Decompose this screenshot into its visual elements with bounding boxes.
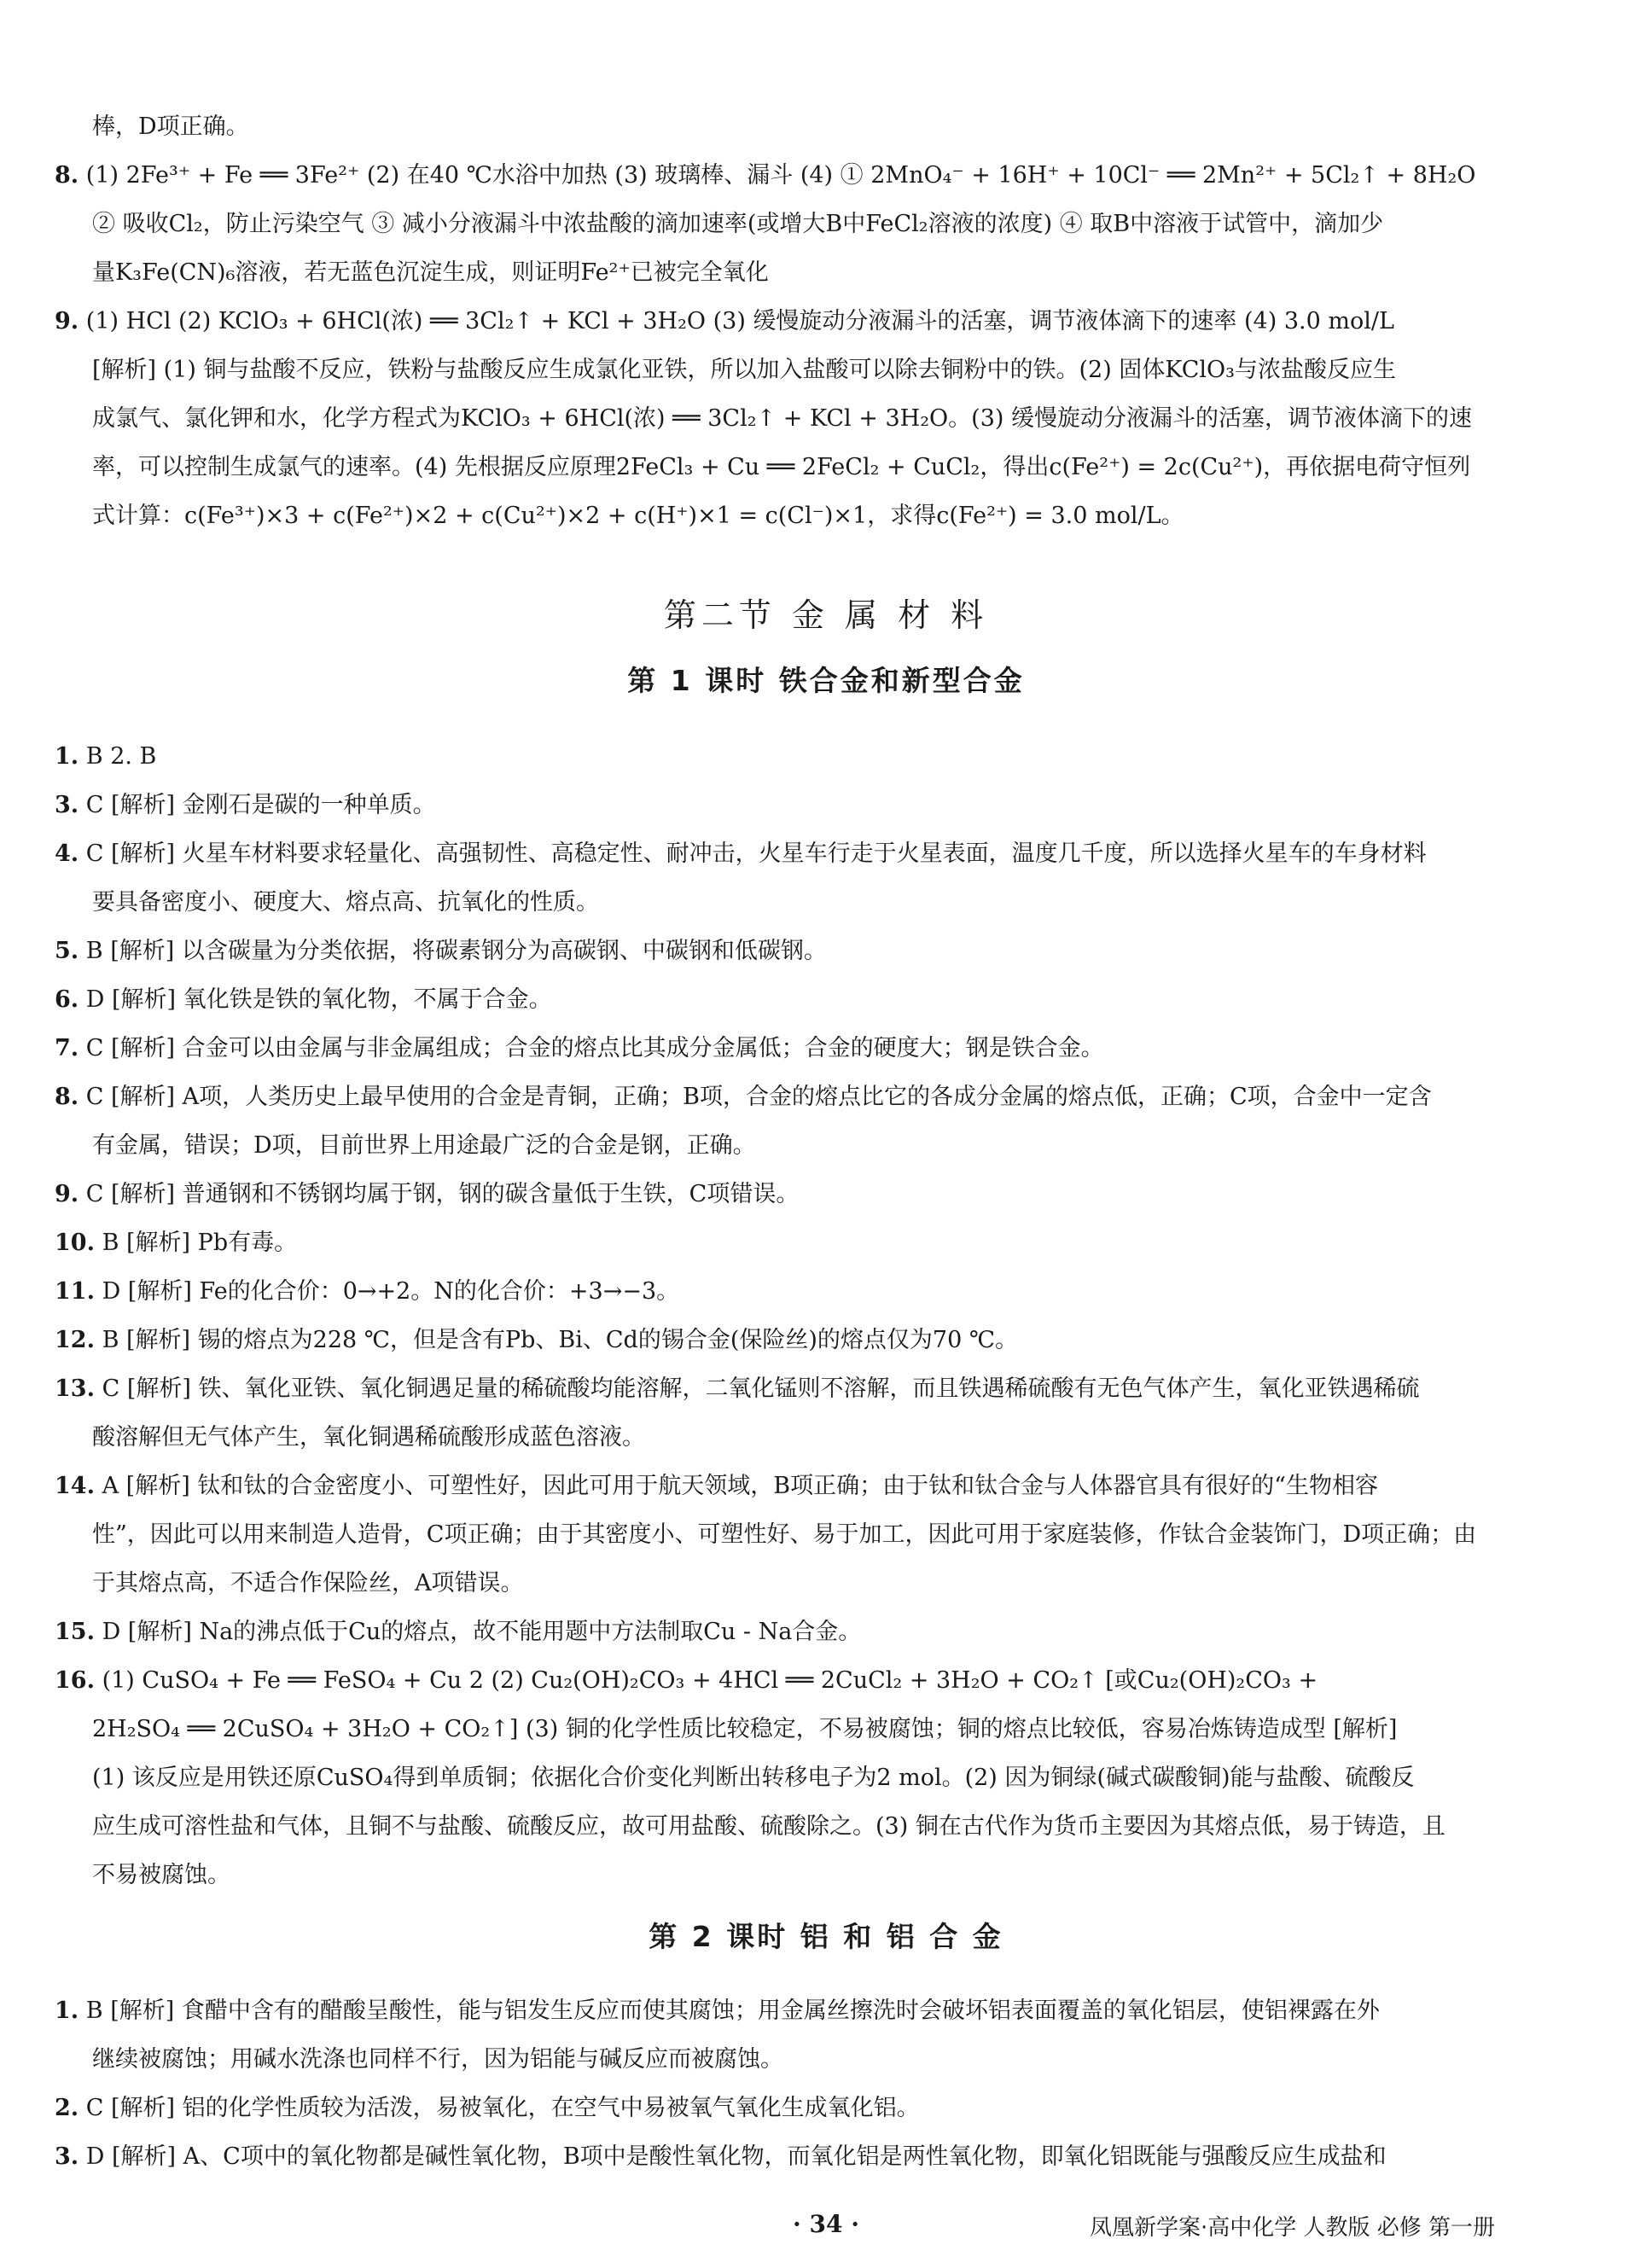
- question-number: 12.: [55, 1327, 95, 1353]
- answer-text: 成氯气、氯化钾和水，化学方程式为KClO₃ + 6HCl(浓) ══ 3Cl₂↑ + KCl + 3H₂O。(3) 缓慢旋动分液漏斗的活塞，调节液体滴下的速: [92, 405, 1472, 432]
- answer-line: [55, 1851, 1480, 1899]
- answer-line: [55, 1073, 1480, 1121]
- answer-text: 应生成可溶性盐和气体，且铜不与盐酸、硫酸反应，故可用盐酸、硫酸除之。(3) 铜在古代作为货币主要因为其熔点低，易于铸造，且: [92, 1813, 1446, 1840]
- answer-text: (1) 该反应是用铁还原CuSO₄得到单质铜；依据化合价变化判断出转移电子为2 mol。(2) 因为铜绿(碱式碳酸铜)能与盐酸、硫酸反: [92, 1765, 1415, 1791]
- answer-line: [55, 1364, 1480, 1413]
- book-info: 凤凰新学案·高中化学 人教版 必修 第一册: [1089, 2215, 1495, 2241]
- answer-line: [55, 1986, 1480, 2035]
- answer-line: [55, 394, 1480, 443]
- question-number: 3.: [55, 2143, 79, 2170]
- answer-line: [55, 102, 1480, 151]
- answer-line: [55, 151, 1480, 200]
- question-number: 8.: [55, 1084, 79, 1110]
- answer-text: D [解析] Na的沸点低于Cu的熔点，故不能用题中方法制取Cu - Na合金。: [102, 1619, 862, 1645]
- question-number: 16.: [55, 1667, 95, 1694]
- question-number: 3.: [55, 792, 79, 818]
- answer-text: B 2. B: [85, 743, 157, 770]
- answer-line: [55, 829, 1480, 878]
- question-number: 13.: [55, 1375, 95, 1402]
- answer-text: 棒，D项正确。: [92, 113, 249, 140]
- answer-text: ② 吸收Cl₂，防止污染空气 ③ 减小分液漏斗中浓盐酸的滴加速率(或增大B中FeCl₂溶液的浓度) ④ 取B中溶液于试管中，滴加少: [92, 211, 1384, 237]
- answer-text: 2H₂SO₄ ══ 2CuSO₄ + 3H₂O + CO₂↑] (3) 铜的化学性质比较稳定，不易被腐蚀；铜的熔点比较低，容易冶炼铸造成型 [解析]: [92, 1716, 1398, 1742]
- lesson-1-title: 第 1 课时 铁合金和新型合金: [627, 664, 1025, 697]
- answer-text: C [解析] 火星车材料要求轻量化、高强韧性、高稳定性、耐冲击，火星车行走于火星表面，温度几千度，所以选择火星车的车身材料: [85, 840, 1427, 867]
- answer-text: C [解析] 铝的化学性质较为活泼，易被氧化，在空气中易被氧气氧化生成氧化铝。: [85, 2095, 920, 2121]
- question-number: 4.: [55, 840, 79, 867]
- answer-line: [55, 732, 1480, 781]
- answer-text: D [解析] Fe的化合价：0→+2。N的化合价：+3→−3。: [102, 1278, 680, 1305]
- question-number: 14.: [55, 1473, 95, 1499]
- answer-line: [55, 1753, 1480, 1802]
- answer-line: [55, 491, 1480, 540]
- answer-line: [55, 248, 1480, 297]
- answer-line: [55, 878, 1480, 927]
- answer-text: B [解析] 以含碳量为分类依据，将碳素钢分为高碳钢、中碳钢和低碳钢。: [85, 938, 827, 964]
- answer-line: [55, 975, 1480, 1024]
- answer-line: [55, 781, 1480, 829]
- answer-text: D [解析] 氧化铁是铁的氧化物，不属于合金。: [85, 986, 552, 1013]
- answer-text: (1) 2Fe³⁺ + Fe ══ 3Fe²⁺ (2) 在40 ℃水浴中加热 (3) 玻璃棒、漏斗 (4) ① 2MnO₄⁻ + 16H⁺ + 10Cl⁻ ══ 2Mn²⁺ + 5Cl₂↑ + 8H₂O: [85, 162, 1476, 189]
- answer-text: 酸溶解但无气体产生，氧化铜遇稀硫酸形成蓝色溶液。: [92, 1424, 645, 1451]
- question-number: 15.: [55, 1619, 95, 1645]
- answer-line: [55, 1802, 1480, 1851]
- answer-line: [55, 1462, 1480, 1510]
- answer-line: [55, 297, 1480, 346]
- question-number: 5.: [55, 938, 79, 964]
- question-number: 1.: [55, 1998, 79, 2024]
- answer-text: B [解析] 食醋中含有的醋酸呈酸性，能与铝发生反应而使其腐蚀；用金属丝擦洗时会破坏铝表面覆盖的氧化铝层，使铝裸露在外: [85, 1998, 1380, 2024]
- answer-line: [55, 1267, 1480, 1316]
- answer-text: (1) CuSO₄ + Fe ══ FeSO₄ + Cu 2 (2) Cu₂(OH)₂CO₃ + 4HCl ══ 2CuCl₂ + 3H₂O + CO₂↑ [或Cu₂(OH)₂CO₃ +: [102, 1667, 1318, 1694]
- question-number: 10.: [55, 1230, 95, 1256]
- answer-line: [55, 1608, 1480, 1656]
- question-number: 6.: [55, 986, 79, 1013]
- question-number: 9.: [55, 1181, 79, 1207]
- answer-text: C [解析] 普通钢和不锈钢均属于钢，钢的碳含量低于生铁，C项错误。: [85, 1181, 800, 1207]
- answer-text: 量K₃Fe(CN)₆溶液，若无蓝色沉淀生成，则证明Fe²⁺已被完全氧化: [92, 259, 769, 286]
- answer-text: (1) HCl (2) KClO₃ + 6HCl(浓) ══ 3Cl₂↑ + KCl + 3H₂O (3) 缓慢旋动分液漏斗的活塞，调节液体滴下的速率 (4) 3.0 mol/L: [85, 308, 1394, 334]
- answer-line: [55, 1510, 1480, 1559]
- answer-text: C [解析] 铁、氧化亚铁、氧化铜遇足量的稀硫酸均能溶解，二氧化锰则不溶解，而且铁遇稀硫酸有无色气体产生，氧化亚铁遇稀硫: [102, 1375, 1420, 1402]
- answer-line: [55, 1559, 1480, 1608]
- section-title: 第二节 金 属 材 料: [663, 596, 989, 634]
- answer-text: 继续被腐蚀；用碱水洗涤也同样不行，因为铝能与碱反应而被腐蚀。: [92, 2046, 783, 2073]
- page-number: · 34 ·: [793, 2210, 859, 2238]
- answers-block-lesson-2: [55, 1986, 1480, 2181]
- answer-line: [55, 1121, 1480, 1170]
- answer-line: [55, 927, 1480, 975]
- answer-line: [55, 1413, 1480, 1462]
- answer-text: A [解析] 钛和钛的合金密度小、可塑性好，因此可用于航天领域，B项正确；由于钛和钛合金与人体器官具有很好的“生物相容: [102, 1473, 1378, 1499]
- lesson-2-title: 第 2 课时 铝 和 铝 合 金: [649, 1920, 1003, 1953]
- question-number: 9.: [55, 308, 79, 334]
- question-number: 1.: [55, 743, 79, 770]
- answer-text: [解析] (1) 铜与盐酸不反应，铁粉与盐酸反应生成氯化亚铁，所以加入盐酸可以除去铜粉中的铁。(2) 固体KClO₃与浓盐酸反应生: [92, 357, 1397, 383]
- question-number: 7.: [55, 1035, 79, 1061]
- answer-text: B [解析] 锡的熔点为228 ℃，但是含有Pb、Bi、Cd的锡合金(保险丝)的熔点仅为70 ℃。: [102, 1327, 1019, 1353]
- answer-line: [55, 1218, 1480, 1267]
- answer-text: C [解析] 合金可以由金属与非金属组成；合金的熔点比其成分金属低；合金的硬度大；钢是铁合金。: [85, 1035, 1104, 1061]
- answer-line: [55, 1656, 1480, 1705]
- answer-text: 要具备密度小、硬度大、熔点高、抗氧化的性质。: [92, 889, 599, 916]
- answer-line: [55, 1316, 1480, 1364]
- answer-text: 式计算：c(Fe³⁺)×3 + c(Fe²⁺)×2 + c(Cu²⁺)×2 + c(H⁺)×1 = c(Cl⁻)×1，求得c(Fe²⁺) = 3.0 mol/L。: [92, 503, 1184, 529]
- question-number: 2.: [55, 2095, 79, 2121]
- answer-text: 于其熔点高，不适合作保险丝，A项错误。: [92, 1570, 524, 1596]
- answer-text: C [解析] 金刚石是碳的一种单质。: [85, 792, 436, 818]
- answer-line: [55, 1024, 1480, 1073]
- answer-line: [55, 2035, 1480, 2084]
- answer-text: B [解析] Pb有毒。: [102, 1230, 298, 1256]
- answer-text: 有金属，错误；D项，目前世界上用途最广泛的合金是钢，正确。: [92, 1132, 756, 1159]
- answer-line: [55, 1170, 1480, 1218]
- question-number: 11.: [55, 1278, 95, 1305]
- answer-text: 不易被腐蚀。: [92, 1862, 230, 1888]
- answer-line: [55, 346, 1480, 394]
- answer-line: [55, 443, 1480, 491]
- answer-text: C [解析] A项，人类历史上最早使用的合金是青铜，正确；B项，合金的熔点比它的各成分金属的熔点低，正确；C项，合金中一定含: [85, 1084, 1432, 1110]
- question-number: 8.: [55, 162, 79, 189]
- answer-line: [55, 2084, 1480, 2132]
- answers-block-lesson-1: [55, 732, 1480, 1899]
- answer-text: D [解析] A、C项中的氧化物都是碱性氧化物，B项中是酸性氧化物，而氧化铝是两性氧化物，即氧化铝既能与强酸反应生成盐和: [85, 2143, 1387, 2170]
- answers-block-previous: [55, 102, 1480, 540]
- answer-line: [55, 200, 1480, 248]
- answer-text: 性”，因此可以用来制造人造骨，C项正确；由于其密度小、可塑性好、易于加工，因此可用于家庭装修，作钛合金装饰门，D项正确；由: [92, 1521, 1477, 1548]
- answer-line: [55, 2132, 1480, 2181]
- answer-text: 率，可以控制生成氯气的速率。(4) 先根据反应原理2FeCl₃ + Cu ══ 2FeCl₂ + CuCl₂，得出c(Fe²⁺) = 2c(Cu²⁺)，再依据电荷守恒列: [92, 454, 1471, 480]
- answer-line: [55, 1705, 1480, 1753]
